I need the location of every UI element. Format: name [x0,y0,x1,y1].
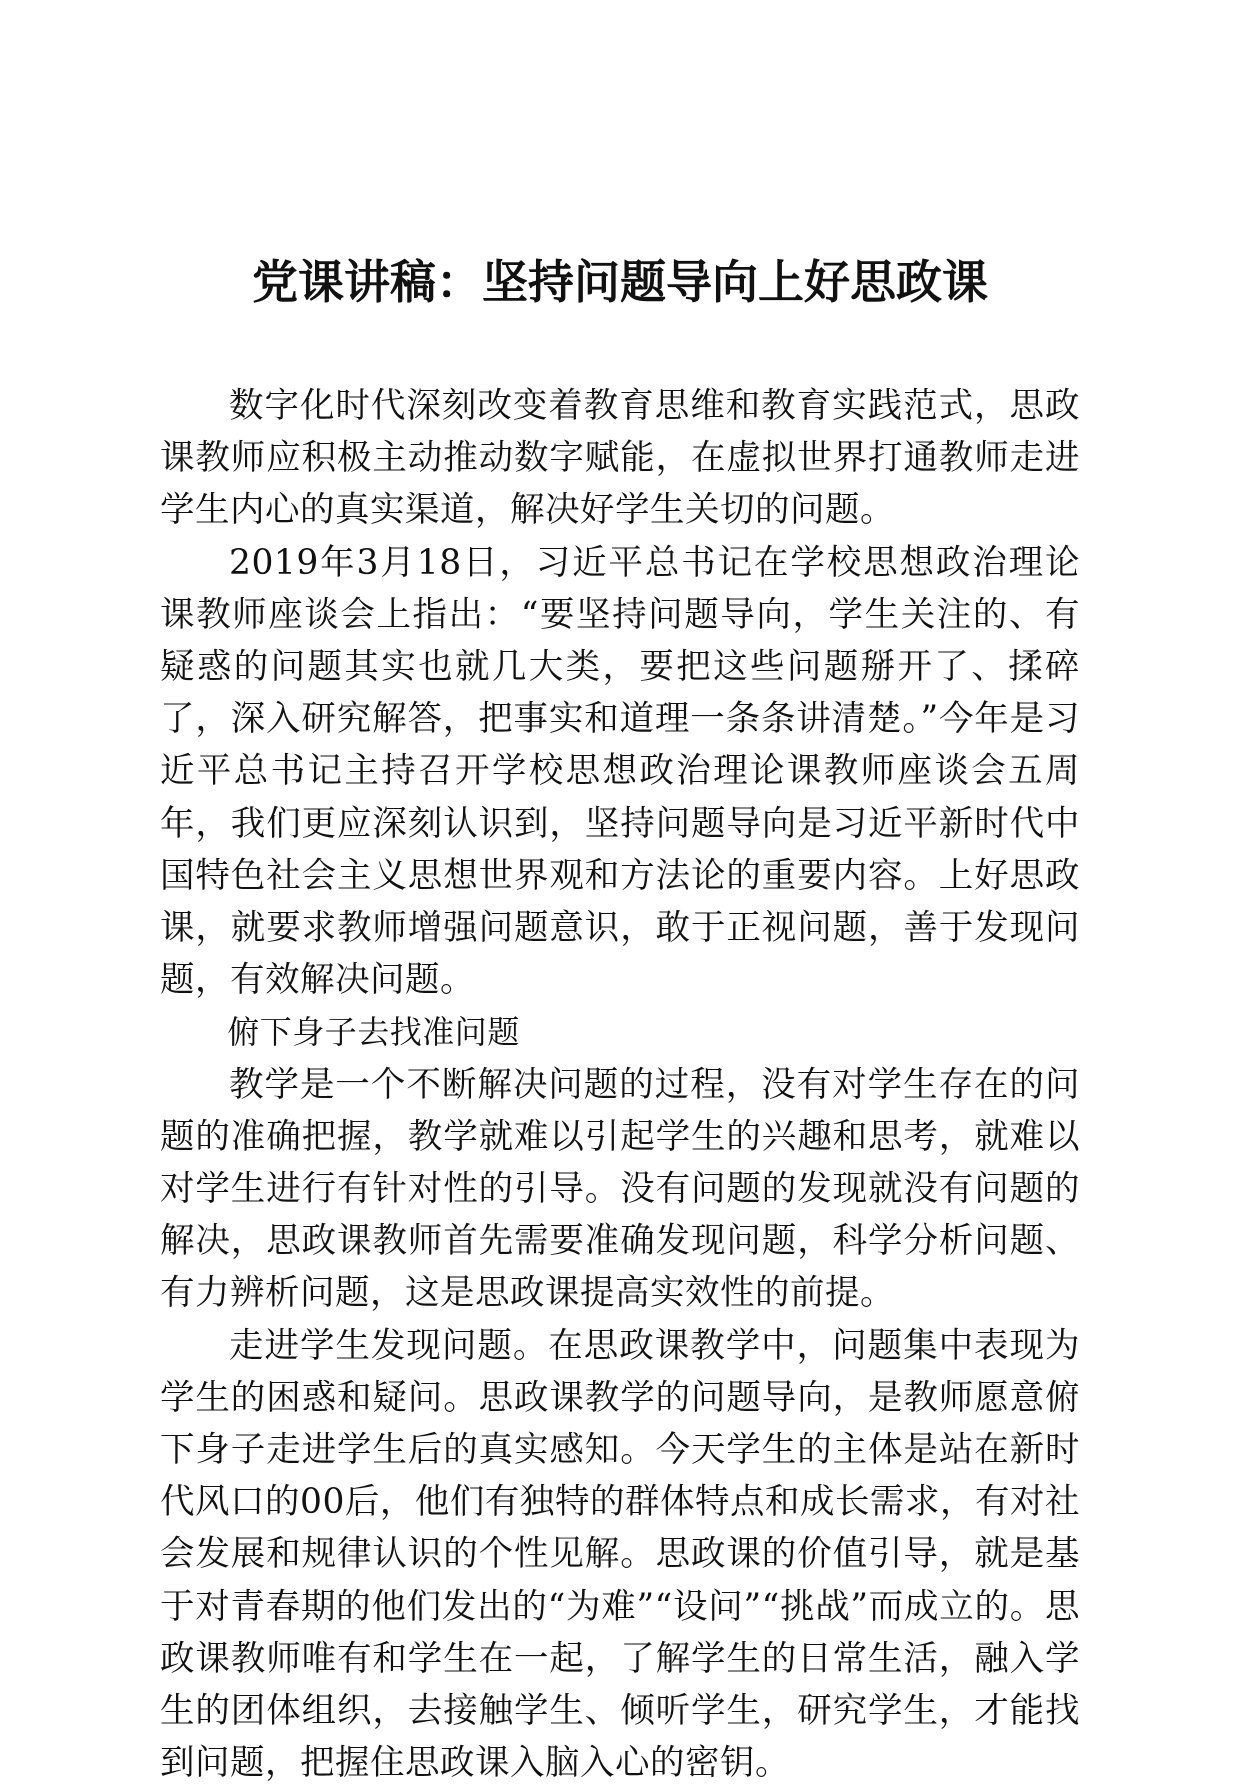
paragraph-intro: 数字化时代深刻改变着教育思维和教育实践范式，思政课教师应积极主动推动数字赋能，在虚拟世界打通教师走进学生内心的真实渠道，解决好学生关切的问题。 [160,386,1080,531]
document-body [160,380,1080,1789]
paragraph-teaching: 教学是一个不断解决问题的过程，没有对学生存在的问题的准确把握，教学就难以引起学生的兴趣和思考，就难以对学生进行有针对性的引导。没有问题的发现就没有问题的解决，思政课教师首先需要准确发现问题，科学分析问题、有力辨析问题，这是思政课提高实效性的前提。 [160,1064,1080,1314]
paragraph-quote: 2019年3月18日，习近平总书记在学校思想政治理论课教师座谈会上指出：“要坚持问题导向，学生关注的、有疑惑的问题其实也就几大类，要把这些问题掰开了、揉碎了，深入研究解答，把事实和道理一条条讲清楚。”今年是习近平总书记主持召开学校思想政治理论课教师座谈会五周年，我们更应深刻认识到，坚持问题导向是习近平新时代中国特色社会主义思想世界观和方法论的重要内容。上好思政课，就要求教师增强问题意识，敢于正视问题，善于发现问题，有效解决问题。 [160,542,1080,1001]
section-heading: 俯下身子去找准问题 [227,1013,520,1052]
document-title: 党课讲稿：坚持问题导向上好思政课 [252,255,988,309]
document-page [160,0,1080,1784]
paragraph-students: 走进学生发现问题。在思政课教学中，问题集中表现为学生的困惑和疑问。思政课教学的问题导向，是教师愿意俯下身子走进学生后的真实感知。今天学生的主体是站在新时代风口的00后，他们有独特的群体特点和成长需求，有对社会发展和规律认识的个性见解。思政课的价值引导，就是基于对青春期的他们发出的“为难”“设问”“挑战”而成立的。思政课教师唯有和学生在一起，了解学生的日常生活，融入学生的团体组织，去接触学生、倾听学生，研究学生，才能找到问题，把握住思政课入脑入心的密钥。 [160,1325,1080,1784]
